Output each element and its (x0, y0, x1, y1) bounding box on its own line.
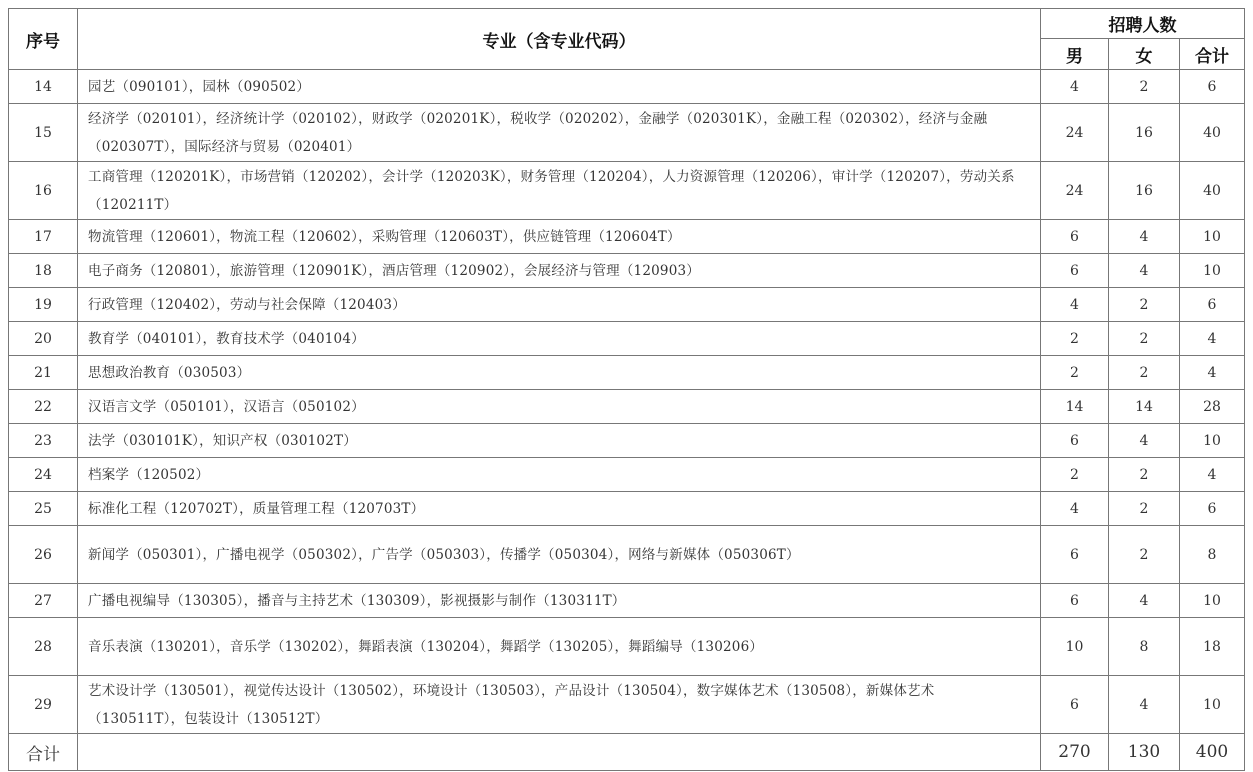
table-row (9, 288, 1245, 322)
row-major: 法学（030101K），知识产权（030102T） (78, 424, 1041, 458)
row-female-count: 2 (1109, 492, 1180, 526)
table-row (9, 584, 1245, 618)
row-male-count: 24 (1041, 162, 1109, 220)
table-row (9, 70, 1245, 104)
row-major: 新闻学（050301），广播电视学（050302），广告学（050303），传播学（050304），网络与新媒体（050306T） (78, 526, 1041, 584)
row-total-count: 10 (1180, 676, 1245, 734)
row-major: 广播电视编导（130305），播音与主持艺术（130309），影视摄影与制作（130311T） (78, 584, 1041, 618)
row-male-count: 6 (1041, 254, 1109, 288)
row-number: 20 (9, 322, 78, 356)
row-number: 25 (9, 492, 78, 526)
row-female-count: 16 (1109, 162, 1180, 220)
total-female: 130 (1109, 734, 1180, 771)
row-female-count: 2 (1109, 356, 1180, 390)
row-major: 电子商务（120801），旅游管理（120901K），酒店管理（120902），会展经济与管理（120903） (78, 254, 1041, 288)
row-male-count: 6 (1041, 424, 1109, 458)
row-major: 教育学（040101），教育技术学（040104） (78, 322, 1041, 356)
row-female-count: 2 (1109, 526, 1180, 584)
row-major: 艺术设计学（130501），视觉传达设计（130502），环境设计（130503），产品设计（130504），数字媒体艺术（130508），新媒体艺术（130511T），包装设计（130512T） (78, 676, 1041, 734)
header-major: 专业（含专业代码） (78, 9, 1041, 70)
row-number: 26 (9, 526, 78, 584)
row-male-count: 4 (1041, 70, 1109, 104)
row-number: 22 (9, 390, 78, 424)
row-number: 24 (9, 458, 78, 492)
row-total-count: 8 (1180, 526, 1245, 584)
row-number: 28 (9, 618, 78, 676)
row-total-count: 10 (1180, 424, 1245, 458)
recruitment-table (8, 8, 1245, 771)
table-row (9, 424, 1245, 458)
row-male-count: 2 (1041, 322, 1109, 356)
row-total-count: 10 (1180, 254, 1245, 288)
row-major: 标准化工程（120702T），质量管理工程（120703T） (78, 492, 1041, 526)
row-female-count: 4 (1109, 584, 1180, 618)
row-major: 档案学（120502） (78, 458, 1041, 492)
row-major: 工商管理（120201K），市场营销（120202），会计学（120203K），财务管理（120204），人力资源管理（120206），审计学（120207），劳动关系（120211T） (78, 162, 1041, 220)
row-total-count: 40 (1180, 162, 1245, 220)
row-male-count: 6 (1041, 676, 1109, 734)
row-number: 15 (9, 104, 78, 162)
row-number: 23 (9, 424, 78, 458)
row-total-count: 10 (1180, 584, 1245, 618)
row-total-count: 10 (1180, 220, 1245, 254)
row-number: 29 (9, 676, 78, 734)
total-empty-cell (78, 734, 1041, 771)
row-total-count: 6 (1180, 492, 1245, 526)
table-row (9, 254, 1245, 288)
row-male-count: 4 (1041, 288, 1109, 322)
table-row (9, 162, 1245, 220)
row-female-count: 4 (1109, 254, 1180, 288)
total-male: 270 (1041, 734, 1109, 771)
row-major: 行政管理（120402），劳动与社会保障（120403） (78, 288, 1041, 322)
table-row (9, 390, 1245, 424)
row-female-count: 16 (1109, 104, 1180, 162)
row-major: 园艺（090101），园林（090502） (78, 70, 1041, 104)
table-row (9, 322, 1245, 356)
row-number: 18 (9, 254, 78, 288)
table-row (9, 676, 1245, 734)
row-male-count: 6 (1041, 220, 1109, 254)
row-male-count: 10 (1041, 618, 1109, 676)
total-row (9, 734, 1245, 771)
row-male-count: 4 (1041, 492, 1109, 526)
row-total-count: 4 (1180, 356, 1245, 390)
row-female-count: 8 (1109, 618, 1180, 676)
row-total-count: 6 (1180, 70, 1245, 104)
row-major: 经济学（020101），经济统计学（020102），财政学（020201K），税收学（020202），金融学（020301K），金融工程（020302），经济与金融（020307T），国际经济与贸易（020401） (78, 104, 1041, 162)
table-row (9, 356, 1245, 390)
row-total-count: 18 (1180, 618, 1245, 676)
row-female-count: 2 (1109, 288, 1180, 322)
row-male-count: 6 (1041, 526, 1109, 584)
table-row (9, 220, 1245, 254)
table-row (9, 458, 1245, 492)
row-female-count: 2 (1109, 70, 1180, 104)
total-label: 合计 (9, 734, 78, 771)
row-total-count: 6 (1180, 288, 1245, 322)
total-sum: 400 (1180, 734, 1245, 771)
table-row (9, 526, 1245, 584)
row-male-count: 24 (1041, 104, 1109, 162)
row-total-count: 4 (1180, 322, 1245, 356)
row-female-count: 4 (1109, 220, 1180, 254)
row-female-count: 2 (1109, 458, 1180, 492)
row-female-count: 2 (1109, 322, 1180, 356)
row-number: 14 (9, 70, 78, 104)
header-male: 男 (1041, 39, 1109, 70)
row-female-count: 4 (1109, 676, 1180, 734)
table-row (9, 618, 1245, 676)
row-male-count: 14 (1041, 390, 1109, 424)
row-female-count: 4 (1109, 424, 1180, 458)
row-female-count: 14 (1109, 390, 1180, 424)
row-major: 思想政治教育（030503） (78, 356, 1041, 390)
row-number: 21 (9, 356, 78, 390)
table-body (9, 70, 1245, 734)
row-number: 19 (9, 288, 78, 322)
row-total-count: 40 (1180, 104, 1245, 162)
header-seq: 序号 (9, 9, 78, 70)
row-number: 17 (9, 220, 78, 254)
header-recruit-count: 招聘人数 (1041, 9, 1245, 39)
row-total-count: 28 (1180, 390, 1245, 424)
row-major: 物流管理（120601），物流工程（120602），采购管理（120603T），供应链管理（120604T） (78, 220, 1041, 254)
row-number: 27 (9, 584, 78, 618)
table-row (9, 492, 1245, 526)
row-male-count: 2 (1041, 458, 1109, 492)
row-major: 汉语言文学（050101），汉语言（050102） (78, 390, 1041, 424)
row-major: 音乐表演（130201），音乐学（130202），舞蹈表演（130204），舞蹈学（130205），舞蹈编导（130206） (78, 618, 1041, 676)
recruitment-table-container (8, 8, 1245, 771)
row-male-count: 6 (1041, 584, 1109, 618)
table-row (9, 104, 1245, 162)
row-number: 16 (9, 162, 78, 220)
header-sum: 合计 (1180, 39, 1245, 70)
row-male-count: 2 (1041, 356, 1109, 390)
row-total-count: 4 (1180, 458, 1245, 492)
header-female: 女 (1109, 39, 1180, 70)
